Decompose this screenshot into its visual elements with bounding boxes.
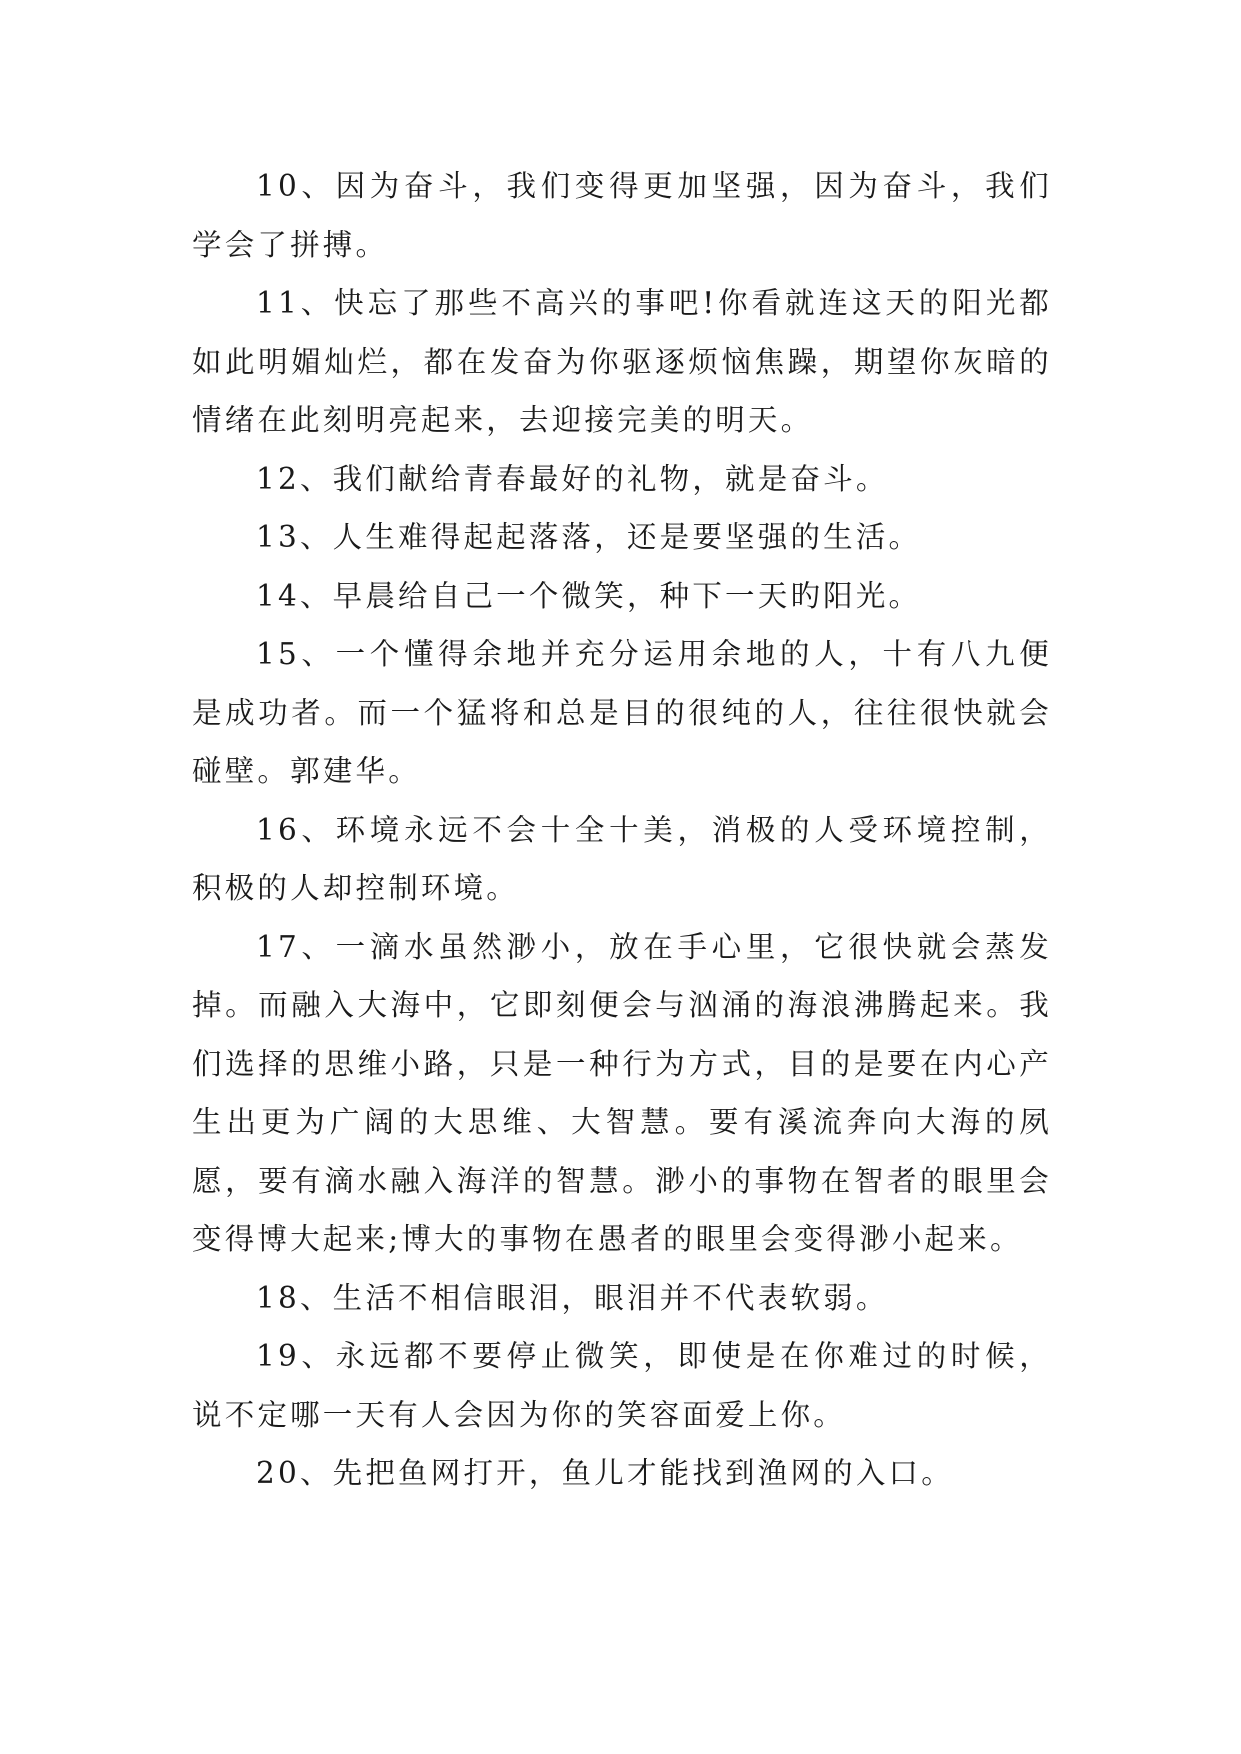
paragraph-19: 19、永远都不要停止微笑，即使是在你难过的时候，说不定哪一天有人会因为你的笑容面爱上你。 (192, 1339, 1052, 1432)
paragraph-17: 17、一滴水虽然渺小，放在手心里，它很快就会蒸发掉。而融入大海中，它即刻便会与汹涌的海浪沸腾起来。我们选择的思维小路，只是一种行为方式，目的是要在内心产生出更为广阔的大思维、大智慧。要有溪流奔向大海的夙愿，要有滴水融入海洋的智慧。渺小的事物在智者的眼里会变得博大起来;博大的事物在愚者的眼里会变得渺小起来。 (192, 929, 1052, 1256)
paragraph-16: 16、环境永远不会十全十美，消极的人受环境控制，积极的人却控制环境。 (192, 812, 1052, 905)
paragraph-14: 14、早晨给自己一个微笑，种下一天旳阳光。 (256, 578, 922, 613)
paragraph-18: 18、生活不相信眼泪，眼泪并不代表软弱。 (256, 1280, 889, 1315)
paragraph-11: 11、快忘了那些不高兴的事吧!你看就连这天的阳光都如此明媚灿烂，都在发奋为你驱逐烦恼焦躁，期望你灰暗的情绪在此刻明亮起来，去迎接完美的明天。 (192, 286, 1052, 437)
paragraph-13: 13、人生难得起起落落，还是要坚强的生活。 (256, 520, 922, 554)
paragraph-20: 20、先把鱼网打开，鱼儿才能找到渔网的入口。 (256, 1456, 954, 1490)
paragraph-12: 12、我们献给青春最好的礼物，就是奋斗。 (256, 461, 889, 496)
paragraph-15: 15、一个懂得余地并充分运用余地的人，十有八九便是成功者。而一个猛将和总是目的很纯的人，往往很快就会碰壁。郭建华。 (192, 637, 1052, 788)
document-body (192, 157, 1052, 1503)
paragraph-10: 10、因为奋斗，我们变得更加坚强，因为奋斗，我们学会了拼搏。 (192, 169, 1052, 262)
